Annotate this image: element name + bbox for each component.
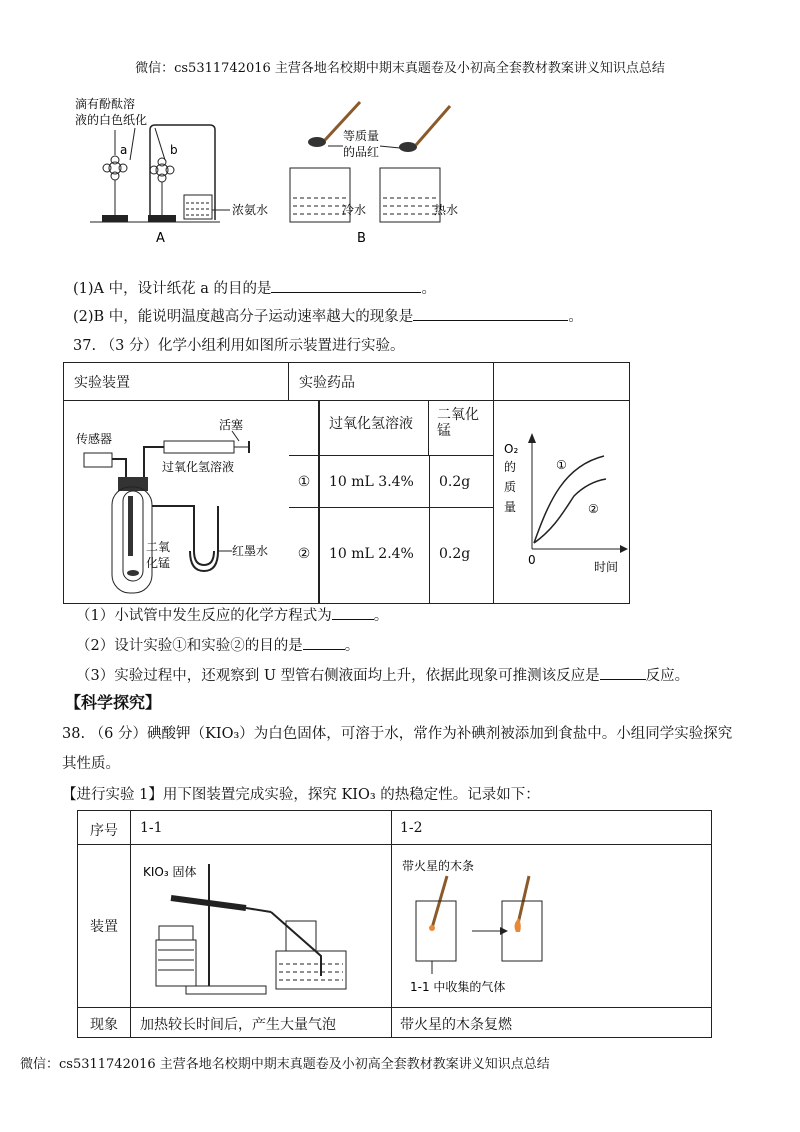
- q37-part1: [76, 604, 388, 625]
- answer-blank[interactable]: [413, 320, 568, 321]
- q37-col-apparatus: 实验装置: [64, 363, 289, 401]
- row-apparatus-label: 装置: [90, 919, 118, 935]
- q38-table: [77, 810, 712, 1038]
- q37-table: [63, 362, 630, 604]
- paper-label-2: 液的白色纸化: [75, 113, 148, 127]
- answer-blank[interactable]: [303, 649, 345, 650]
- q37-graph: [494, 401, 629, 603]
- q36-part1-text: (1)A 中，设计纸花 a 的目的是: [73, 281, 272, 297]
- q37-part1-end: 。: [373, 608, 389, 624]
- kio3-label: KIO₃ 固体: [143, 865, 197, 879]
- q37-row1-no: ①: [297, 474, 311, 490]
- col-divider: [429, 455, 430, 603]
- section-heading: 【科学探究】: [65, 693, 162, 712]
- answer-blank[interactable]: [271, 292, 421, 293]
- answer-blank[interactable]: [600, 679, 646, 680]
- q37-part2: [76, 634, 359, 655]
- row-observation-label: 现象: [90, 1017, 118, 1033]
- graph-origin: 0: [528, 553, 536, 567]
- ammonia-label: 浓氨水: [232, 203, 269, 217]
- page-header: 微信：cs5311742016 主营各地名校期中期末真题卷及小初高全套教材教案讲义知识点总结: [135, 61, 665, 76]
- q37-part3: [76, 664, 689, 685]
- q37-mno2-header-1: 二氧化: [437, 407, 479, 423]
- h-12: 1-2: [400, 820, 423, 836]
- q37-part3-text: （3）实验过程中，还观察到 U 型管右侧液面均上升，依据此现象可推测该反应是: [76, 668, 600, 684]
- header-row: [78, 811, 711, 845]
- q37-part1-text: （1）小试管中发生反应的化学方程式为: [76, 608, 332, 624]
- obs-11: 加热较长时间后，产生大量气泡: [140, 1017, 336, 1033]
- cold-label: 冷水: [342, 203, 367, 217]
- row-divider: [78, 1007, 711, 1008]
- sensor-label: 传感器: [76, 432, 113, 446]
- obs-12: 带火星的木条复燃: [400, 1017, 512, 1033]
- flower-b-label: b: [170, 143, 178, 157]
- dye-label-2: 的品红: [343, 145, 380, 159]
- apparatus-1-2: [392, 846, 711, 1006]
- apparatus-1-1: [131, 846, 391, 1006]
- piston-label: 活塞: [219, 418, 244, 432]
- q36-part2-text: (2)B 中，能说明温度越高分子运动速率越大的现象是: [73, 309, 414, 325]
- q36-part2: [73, 305, 583, 326]
- label-A: A: [156, 231, 165, 246]
- q38-line2: 其性质。: [62, 756, 120, 772]
- q37-row1-h2o2: 10 mL 3.4%: [329, 474, 414, 490]
- q38-line1: 38. （6 分）碘酸钾（KIO₃）为白色固体，可溶于水，常作为补碘剂被添加到食盐中。小组同学实验探究: [62, 726, 733, 742]
- q37-row2-mno2: 0.2g: [439, 546, 471, 562]
- graph-ylabel-2: 的: [504, 460, 517, 474]
- graph-ylabel-1: O₂: [504, 442, 519, 456]
- q37-col-reagents: 实验药品: [289, 363, 494, 401]
- dye-label-1: 等质量: [343, 129, 380, 143]
- stick-label: 带火星的木条: [402, 859, 475, 873]
- flower-a-label: a: [120, 143, 128, 157]
- graph-ylabel-4: 量: [504, 500, 517, 514]
- h-no: 序号: [90, 823, 118, 839]
- q37-row2-no: ②: [297, 546, 311, 562]
- q37-row1-mno2: 0.2g: [439, 474, 471, 490]
- q36-part2-end: 。: [568, 309, 583, 325]
- answer-blank[interactable]: [332, 619, 374, 620]
- graph-ylabel-3: 质: [504, 480, 517, 494]
- q37-col-empty: [494, 363, 629, 401]
- h2o2-label: 过氧化氢溶液: [162, 460, 235, 474]
- col-divider: [319, 401, 320, 603]
- q37-h2o2-header: 过氧化氢溶液: [319, 401, 429, 455]
- flower-b: [148, 158, 176, 222]
- graph-xlabel: 时间: [594, 560, 619, 574]
- curve-1-label: ①: [556, 458, 567, 472]
- page-footer: 微信：cs5311742016 主营各地名校期中期末真题卷及小初高全套教材教案讲义知识点总结: [20, 1057, 550, 1072]
- gas-label: 1-1 中收集的气体: [410, 980, 506, 994]
- spoon-2: [399, 106, 450, 152]
- q36-part1: [73, 277, 436, 298]
- h-11: 1-1: [140, 820, 163, 836]
- q37-title: 37. （3 分）化学小组利用如图所示装置进行实验。: [73, 338, 405, 354]
- mno2-label-2: 化锰: [146, 556, 171, 570]
- q37-mno2-header: [429, 401, 494, 455]
- q37-mno2-header-2: 锰: [437, 423, 451, 439]
- q37-apparatus: [64, 401, 289, 603]
- curve-1: [534, 456, 604, 543]
- q37-part2-text: （2）设计实验①和实验②的目的是: [76, 638, 303, 654]
- label-B: B: [357, 231, 366, 246]
- q37-row2-h2o2: 10 mL 2.4%: [329, 546, 414, 562]
- mno2-label-1: 二氧: [146, 540, 171, 554]
- curve-2-label: ②: [588, 502, 599, 516]
- ink-label: 红墨水: [232, 544, 269, 558]
- figure-36: [60, 90, 500, 250]
- q36-part1-end: 。: [421, 281, 436, 297]
- q37-part2-end: 。: [344, 638, 360, 654]
- q38-exp1: 【进行实验 1】用下图装置完成实验，探究 KIO₃ 的热稳定性。记录如下：: [62, 787, 540, 803]
- hot-label: 热水: [434, 203, 459, 217]
- paper-label-1: 滴有酚酞溶: [75, 97, 136, 111]
- q37-no-col: [289, 401, 319, 603]
- q37-part3-end: 反应。: [645, 668, 690, 684]
